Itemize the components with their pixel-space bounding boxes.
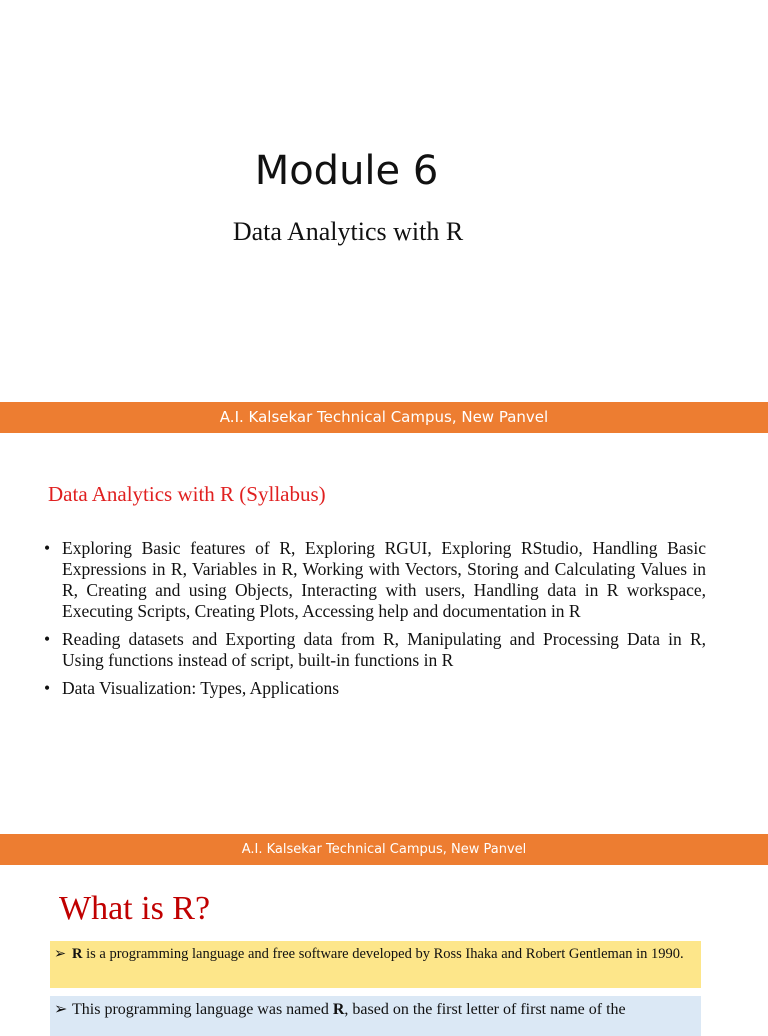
naming-text-pre: This programming language was named <box>72 1001 333 1018</box>
naming-point <box>50 996 701 1036</box>
bullet-icon: • <box>44 629 51 649</box>
arrow-bullet-icon: ➢ <box>54 1001 68 1018</box>
r-bold: R <box>332 1001 345 1018</box>
r-bold: R <box>72 946 83 962</box>
syllabus-list <box>44 538 706 706</box>
syllabus-title: Data Analytics with R (Syllabus) <box>48 482 326 506</box>
bullet-icon: • <box>44 678 51 698</box>
syllabus-item <box>44 678 706 699</box>
syllabus-item-text: Reading datasets and Exporting data from R, Manipulating and Processing Data in R, Using functions instead of script, built-in functions in R <box>62 629 706 670</box>
syllabus-item <box>44 538 706 622</box>
slide-title <box>0 0 768 433</box>
definition-point <box>50 941 701 988</box>
what-is-r-title: What is R? <box>59 890 211 927</box>
syllabus-item-text: Exploring Basic features of R, Exploring RGUI, Exploring RStudio, Handling Basic Expressions in R, Variables in R, Working with Vectors, Storing and Calculating Values in R, Creating and using Objects, Interacting with users, Handling data in R workspace, Executing Scripts, Creating Plots, Accessing help and documentation in R <box>62 538 706 621</box>
module-title: Module 6 <box>254 148 439 194</box>
slide1-footer: A.I. Kalsekar Technical Campus, New Panvel <box>0 402 768 433</box>
slide2-footer: A.I. Kalsekar Technical Campus, New Panvel <box>0 834 768 865</box>
definition-text: is a programming language and free software developed by Ross Ihaka and Robert Gentleman in 1990. <box>82 946 684 962</box>
syllabus-item <box>44 629 706 671</box>
module-subtitle: Data Analytics with R <box>232 217 464 246</box>
naming-text-post: , based on the first letter of first name of the <box>344 1001 626 1018</box>
arrow-bullet-icon: ➢ <box>54 946 67 962</box>
bullet-icon: • <box>44 538 51 558</box>
syllabus-item-text: Data Visualization: Types, Applications <box>62 678 340 698</box>
